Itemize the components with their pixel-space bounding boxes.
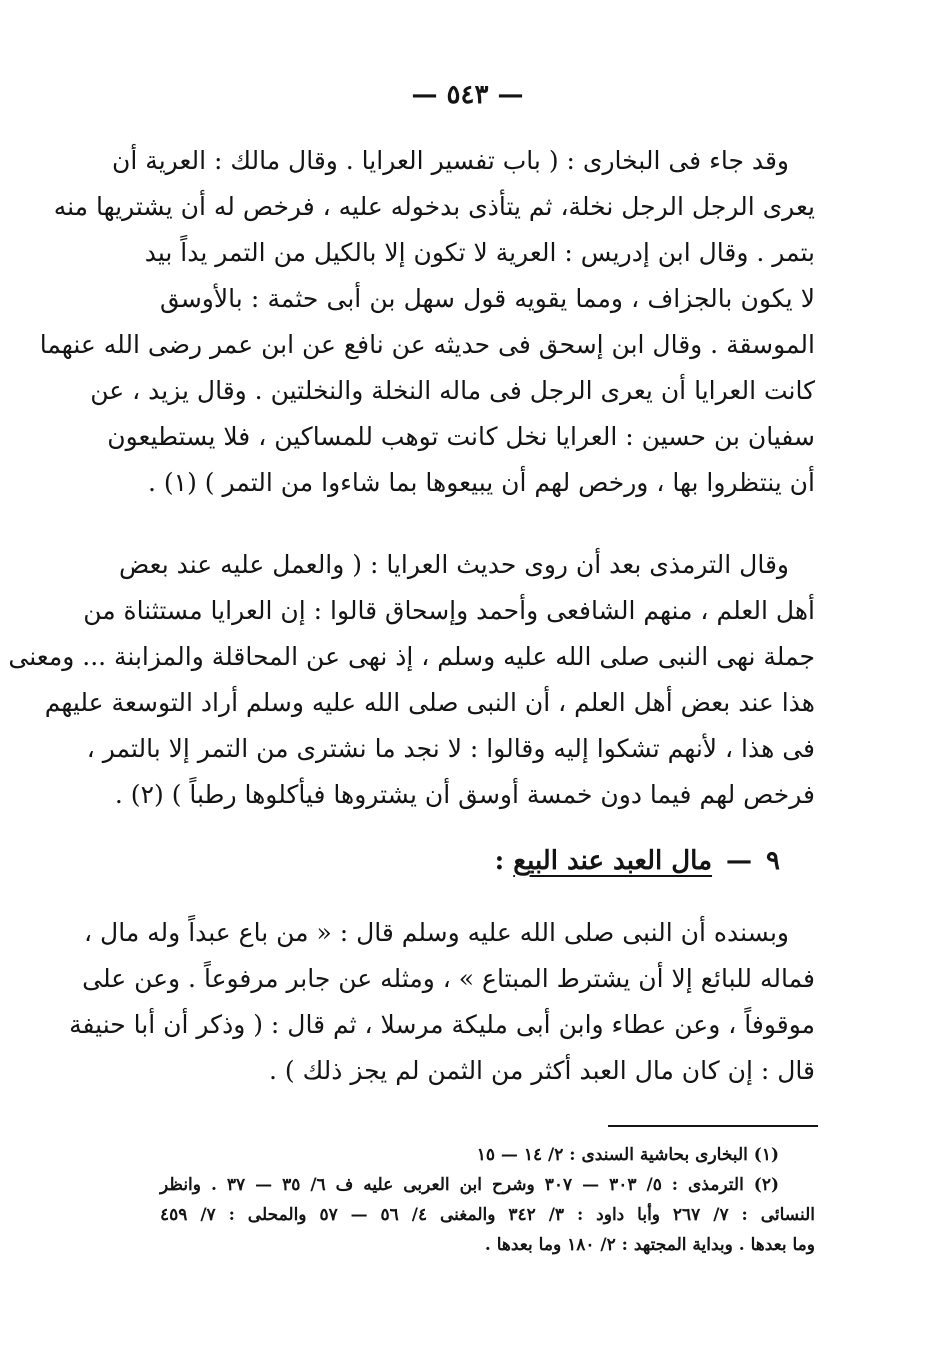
footnote-2: (٢) الترمذى : ٥/ ٣٠٣ — ٣٠٧ وشرح ابن العربى عليه ف ٦/ ٣٥ — ٣٧ . وانظر xyxy=(160,1175,779,1195)
footnote-divider xyxy=(608,1125,818,1127)
paragraph-slave-property xyxy=(69,910,815,1094)
text-line: أن ينتظروا بها ، ورخص لهم أن يبيعوها بما شاءوا من التمر ) (١) . xyxy=(147,468,815,497)
footnotes xyxy=(160,1140,815,1260)
text-line: فرخص لهم فيما دون خمسة أوسق أن يشتروها فيأكلوها رطباً ) (٢) . xyxy=(114,780,815,809)
text-line: لا يكون بالجزاف ، ومما يقويه قول سهل بن أبى حثمة : بالأوسق xyxy=(160,284,815,313)
section-title: مال العبد عند البيع xyxy=(513,846,713,876)
paragraph-bukhari-araya xyxy=(39,138,815,506)
footnote-2-continued: وما بعدها . وبداية المجتهد : ٢/ ١٨٠ وما بعدها . xyxy=(484,1235,815,1255)
text-line: قال : إن كان مال العبد أكثر من الثمن لم يجز ذلك ) . xyxy=(269,1056,815,1085)
section-colon: : xyxy=(494,846,505,876)
text-line: جملة نهى النبى صلى الله عليه وسلم ، إذ نهى عن المحاقلة والمزابنة ... ومعنى xyxy=(8,642,815,671)
text-line: فماله للبائع إلا أن يشترط المبتاع » ، ومثله عن جابر مرفوعاً . وعن على xyxy=(82,964,815,993)
text-line: يعرى الرجل الرجل نخلة، ثم يتأذى بدخوله عليه ، فرخص له أن يشتريها منه xyxy=(53,192,815,221)
text-line: سفيان بن حسين : العرايا نخل كانت توهب للمساكين ، فلا يستطيعون xyxy=(107,422,815,451)
footnote-2-continued: النسائى : ٧/ ٢٦٧ وأبا داود : ٣/ ٣٤٢ والمغنى ٤/ ٥٦ — ٥٧ والمحلى : ٧/ ٤٥٩ xyxy=(160,1205,815,1225)
section-dash: — xyxy=(726,846,753,876)
text-line: بتمر . وقال ابن إدريس : العرية لا تكون إلا بالكيل من التمر يداً بيد xyxy=(144,238,815,267)
text-line: الموسقة . وقال ابن إسحق فى حديثه عن نافع عن ابن عمر رضى الله عنهما xyxy=(39,330,815,359)
section-heading xyxy=(480,838,780,884)
paragraph-tirmidhi-araya xyxy=(8,542,815,818)
text-line: وبسنده أن النبى صلى الله عليه وسلم قال : « من باع عبداً وله مال ، xyxy=(84,918,789,947)
text-line: فى هذا ، لأنهم تشكوا إليه وقالوا : لا نجد ما نشترى من التمر إلا بالتمر ، xyxy=(86,734,815,763)
text-line: وقد جاء فى البخارى : ( باب تفسير العرايا . وقال مالك : العرية أن xyxy=(112,146,789,175)
text-line: أهل العلم ، منهم الشافعى وأحمد وإسحاق قالوا : إن العرايا مستثناة من xyxy=(83,596,815,625)
footnote-1: (١) البخارى بحاشية السندى : ٢/ ١٤ — ١٥ xyxy=(476,1145,779,1165)
text-line: كانت العرايا أن يعرى الرجل فى ماله النخلة والنخلتين . وقال يزيد ، عن xyxy=(90,376,815,405)
page-number: — ٥٤٣ — xyxy=(411,80,524,110)
text-line: هذا عند بعض أهل العلم ، أن النبى صلى الله عليه وسلم أراد التوسعة عليهم xyxy=(44,688,815,717)
text-line: وقال الترمذى بعد أن روى حديث العرايا : ( والعمل عليه عند بعض xyxy=(119,550,789,579)
text-line: موقوفاً ، وعن عطاء وابن أبى مليكة مرسلا ، ثم قال : ( وذكر أن أبا حنيفة xyxy=(69,1010,815,1039)
section-number: ٩ xyxy=(766,846,780,876)
